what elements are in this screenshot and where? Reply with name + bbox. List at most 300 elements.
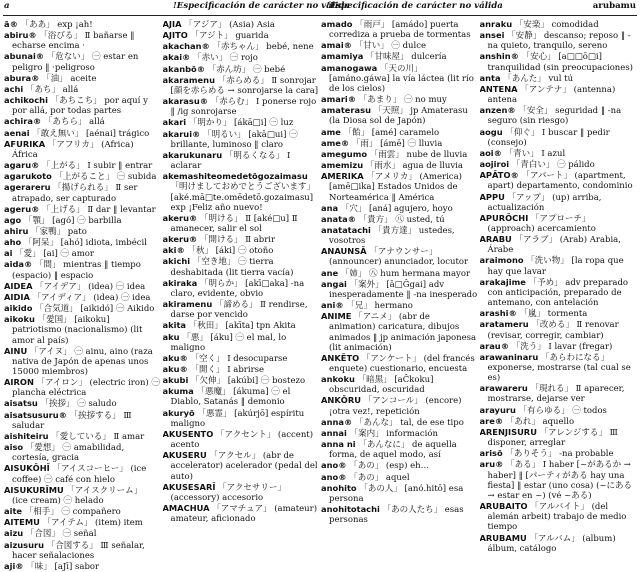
dictionary-entry — [321, 138, 478, 149]
entry-definition: 「あんなに」 de aquella forma, de aquel modo, así — [329, 440, 457, 461]
entry-definition: 「雨戸」 [amádo] puerta corrediza a prueba de tormentas — [329, 20, 471, 41]
dictionary-entry — [4, 561, 161, 572]
entry-headword: amemizu — [321, 160, 364, 171]
dictionary-entry — [480, 416, 637, 427]
entry-definition: 「愛している」 Ⅱ amar — [51, 431, 145, 442]
entry-headword: AKUSESARĪ — [162, 481, 216, 492]
entry-headword: aikido — [4, 303, 33, 314]
entry-definition: 「あちら」 allá — [43, 117, 105, 128]
header-left-guideword: a — [4, 1, 10, 11]
dictionary-entry — [4, 540, 161, 561]
entry-headword: ano® — [321, 460, 347, 471]
entry-headword: ago — [4, 214, 22, 225]
entry-definition: 「あの」 (esp) eh… — [349, 461, 430, 472]
entry-headword: aiso — [4, 442, 24, 453]
entry-definition: 「あの人」 [anó.hitō] esa persona — [329, 483, 464, 504]
entry-headword: achi — [4, 83, 24, 94]
entry-headword: AMACHUA — [162, 503, 210, 514]
entry-definition: 「悪魔」 [ákuma] ㊀ el Diablo, Satanás ‖ demonio — [170, 387, 291, 408]
entry-headword: akiramenu — [162, 299, 213, 310]
entry-headword: amaterasu — [321, 105, 371, 116]
entry-headword: aho — [4, 237, 22, 248]
column-1 — [4, 19, 163, 572]
column-3 — [321, 19, 480, 572]
entry-headword: APURŌCHI — [479, 212, 529, 223]
dictionary-entry — [480, 159, 637, 170]
entry-definition: 「現れる」 Ⅱ aparecer, mostrarse, dejarse ver — [487, 384, 625, 405]
entry-headword: aki® — [162, 245, 185, 256]
entry-headword: amai® — [321, 40, 352, 51]
entry-definition: 「案内」 información — [349, 428, 438, 439]
entry-headword: ai — [4, 248, 13, 259]
entry-headword: amegumo — [321, 148, 368, 159]
entry-headword: aikoku — [4, 314, 35, 325]
dictionary-entry — [4, 171, 161, 182]
entry-definition: 「明かり」 [ákā□i] ㊀ luz — [188, 118, 294, 129]
dictionary-entry — [4, 410, 161, 431]
entry-headword: aisatsusuru® — [4, 409, 67, 420]
entry-headword: AIRON — [4, 377, 34, 388]
entry-headword: AIDIA — [4, 291, 30, 302]
entry-definition: 「合図」 ㊀ señal — [25, 529, 97, 540]
dictionary-entry — [480, 51, 637, 72]
dictionary-entry — [321, 353, 478, 374]
entry-definition: 「アイテム」 (item) item — [42, 518, 143, 529]
entry-headword: aojiroi — [479, 159, 510, 170]
entry-definition: 「合気道」 [aikidó] ㊀ Aikido — [35, 304, 155, 315]
entry-definition: 「赤ん坊」 ㊀ bebé — [207, 64, 286, 75]
entry-headword: arau® — [479, 340, 509, 351]
entry-headword: akaramenu — [162, 74, 215, 85]
entry-definition: 「貴方」 ㊇ usted, tú — [358, 214, 445, 225]
dictionary-entry — [4, 19, 161, 30]
header-right-guideword: arubamu — [592, 1, 636, 11]
dictionary-entry — [163, 30, 320, 41]
entry-headword: achira® — [4, 116, 42, 127]
entry-headword: anatatachi — [321, 224, 371, 235]
entry-headword: AFURIKA — [4, 138, 46, 149]
entry-definition: 「予め」 adv preparado con anticipación, preparado de antemano, con antelación — [487, 277, 629, 309]
entry-definition: 「アイスコーヒー」 (ice coffee) ㊀ café con hielo — [12, 464, 147, 485]
entry-headword: arashi® — [479, 308, 517, 319]
dictionary-entry — [163, 19, 320, 30]
dictionary-entry — [480, 84, 637, 105]
entry-definition: 「油」 aceite — [42, 73, 97, 84]
entry-headword: AISUKŌHĪ — [4, 463, 50, 474]
entry-definition: 「顎」 [agó] ㊀ barbilla — [23, 215, 122, 226]
entry-headword: akichi — [162, 256, 191, 267]
entry-definition: 「諦める」 Ⅱ rendirse, darse por vencido — [170, 300, 308, 321]
entry-headword: abura® — [4, 72, 40, 83]
entry-definition: 「アメリカ」 (America) [amē□ika] Estados Unidos de Norteamérica ‖ América — [329, 172, 462, 203]
entry-definition: 「仰ぐ」 Ⅰ buscar ‖ pedir (consejo) — [487, 127, 610, 148]
entry-headword: aratameru — [479, 319, 529, 330]
entry-definition: 「アイデア」 (idea) ㊀ idea — [35, 281, 146, 292]
entry-definition: 「あまり」 ㊀ no muy — [358, 95, 447, 106]
dictionary-entry — [4, 84, 161, 95]
dictionary-entry — [321, 127, 478, 138]
entry-definition: 「明るくなる」 Ⅰ aclarar — [170, 150, 291, 172]
entry-definition: 「アクセル」 (abr de accelerator) acelerador (pedal del auto) — [170, 451, 318, 482]
entry-headword: anohitotachi — [321, 504, 380, 515]
entry-headword: arayuru — [479, 404, 516, 415]
entry-headword: AINU — [4, 345, 28, 356]
dictionary-entry — [4, 485, 161, 506]
dictionary-entry — [163, 245, 320, 256]
entry-definition: 「あらわになる」 exponerse, mostrarse (tal cual se es) — [487, 352, 631, 384]
dictionary-entry — [480, 277, 637, 308]
dictionary-entry — [321, 40, 478, 51]
entry-headword: aida® — [4, 259, 33, 270]
entry-headword: abunai® — [4, 51, 45, 62]
dictionary-entry — [4, 139, 161, 160]
dictionary-entry — [321, 149, 478, 160]
entry-headword: akachan® — [162, 41, 210, 52]
entry-headword: AMERIKA — [321, 171, 364, 182]
dictionary-entry — [4, 248, 161, 259]
dictionary-entry — [480, 308, 637, 319]
dictionary-entry — [4, 346, 161, 377]
dictionary-entry — [480, 73, 637, 84]
entry-definition: 「穴」 [aná] agujero, hoyo — [340, 203, 453, 214]
dictionary-entry — [321, 279, 478, 300]
dictionary-entry — [321, 246, 478, 267]
dictionary-entry — [321, 105, 478, 126]
entry-definition: 「雨水」 agua de lluvia — [365, 161, 463, 172]
entry-definition: 「アジア」 (Asia) Asia — [184, 20, 276, 30]
entry-definition: 「赤ちゃん」 bebé, nene — [212, 42, 314, 53]
entry-headword: ame — [321, 126, 341, 137]
entry-headword: ANTENA — [479, 83, 518, 94]
dictionary-entry — [480, 341, 637, 352]
entry-definition: 「安楽」 comodidad — [514, 20, 599, 30]
dictionary-entry — [4, 398, 161, 409]
entry-definition: 「改める」 Ⅱ renovar (revisar, corregir, cambiar) — [487, 320, 619, 341]
entry-definition: 「アイロン」 (electric iron) ㊀ plancha eléctrica — [12, 378, 160, 399]
dictionary-entry — [480, 427, 637, 448]
entry-headword: amado — [321, 19, 353, 29]
entry-headword: agerareru — [4, 182, 51, 193]
entry-definition: 「アンコール」 (encore) ¡otra vez!, repetición — [329, 396, 462, 417]
dictionary-entry — [480, 533, 637, 554]
entry-definition: 「アプローチ」 (approach) acercamiento — [487, 213, 596, 234]
entry-definition: 「安静」 descanso; reposo ‖ -na quieto, tranquilo, sereno — [487, 31, 631, 52]
dictionary-entry — [4, 517, 161, 528]
dictionary-entry — [163, 171, 320, 213]
entry-definition: 「赤らむ」 Ⅰ ponerse rojo ‖ /ig sonrojarse — [170, 97, 317, 118]
dictionary-entry — [4, 314, 161, 345]
entry-headword: anna ni — [321, 439, 356, 450]
dictionary-entry — [163, 450, 320, 481]
dictionary-entry — [480, 459, 637, 501]
dictionary-entry — [163, 429, 320, 450]
entry-definition: 「青い」 Ⅰ azul — [504, 148, 566, 159]
entry-definition: 「姉」 ㊇ hum hermana mayor — [340, 268, 471, 279]
dictionary-entry — [480, 255, 637, 276]
entry-headword: akeru® — [162, 234, 198, 245]
entry-definition: 「上がること」 ㊀ subida — [54, 172, 157, 183]
entry-definition: 「アマチュア」 (amateur) amateur, aficionado — [170, 504, 318, 525]
dictionary-entry — [4, 51, 161, 72]
entry-headword: amari® — [321, 94, 357, 105]
dictionary-entry — [163, 52, 320, 63]
dictionary-entry — [321, 214, 478, 225]
entry-headword: anraku — [479, 19, 513, 29]
dictionary-entry — [4, 259, 161, 280]
entry-headword: aenai — [4, 127, 30, 138]
entry-headword: ansei — [479, 30, 505, 41]
entry-definition: 「あちこち」 por aquí y por allá, por todas partes — [12, 96, 148, 117]
dictionary-entry — [321, 395, 478, 416]
dictionary-entry — [480, 383, 637, 404]
entry-definition: 「洗い物」 [la ropa que hay que lavar — [487, 256, 624, 277]
entry-headword: ANKĒTO — [321, 352, 360, 363]
dictionary-entry — [480, 148, 637, 159]
entry-headword: akarasu® — [162, 96, 209, 107]
entry-definition: 「阿呆」 [ahó] idiota, imbécil — [23, 238, 147, 249]
entry-headword: akanbō® — [162, 63, 206, 74]
entry-headword: aji® — [4, 560, 24, 571]
dictionary-entry — [163, 386, 320, 407]
entry-headword: arakajime — [479, 276, 526, 287]
dictionary-entry — [163, 150, 320, 171]
dictionary-entry — [163, 364, 320, 375]
entry-headword: ane — [321, 267, 339, 278]
dictionary-entry — [163, 503, 320, 524]
entry-definition: 「アレンジする」 Ⅲ disponer, arreglar — [487, 427, 618, 449]
dictionary-entry — [321, 428, 478, 439]
dictionary-entry — [480, 127, 637, 148]
header-center-left: !Especificación de carácter no válida — [173, 1, 350, 11]
entry-headword: agarukoto — [4, 171, 52, 182]
dictionary-entry — [480, 319, 637, 340]
entry-headword: arawareru — [479, 383, 528, 394]
entry-definition: 「暗黒」 [aĈkoku] obscuridad, oscuridad — [329, 375, 434, 396]
entry-definition: 「空く」 Ⅰ desocuparse — [190, 353, 288, 364]
entry-definition: 「間」 mientras ‖ tiempo (espacio) ‖ espacio — [12, 260, 141, 281]
dictionary-entry — [163, 332, 320, 353]
entry-definition: 「アクセサリー」 (accessory) accesorio — [170, 482, 286, 503]
entry-definition: 「開く」 Ⅰ abrirse — [190, 365, 265, 375]
dictionary-entry — [321, 504, 478, 525]
dictionary-entry — [163, 278, 320, 299]
dictionary-entry — [480, 352, 637, 383]
entry-definition: 「アラブ」 (Arab) Arabia, Árabe — [487, 235, 621, 256]
dictionary-entry — [480, 213, 637, 234]
dictionary-entry — [480, 448, 637, 459]
entry-definition: 「あれ」 aquello — [505, 416, 575, 427]
entry-definition: 「アフリカ」 (Africa) África — [12, 139, 134, 160]
entry-definition: 「アジト」 guarida — [190, 31, 269, 42]
entry-headword: aisatsu — [4, 398, 38, 409]
dictionary-entry — [163, 353, 320, 364]
entry-definition: 「有らゆる」 ㊀ todos — [518, 405, 607, 416]
entry-definition: 「兄」 hermano — [346, 301, 413, 312]
dictionary-entry — [163, 482, 320, 503]
entry-headword: aru® — [479, 459, 504, 470]
entry-headword: abiru® — [4, 30, 37, 41]
dictionary-entry — [163, 320, 320, 331]
entry-headword: anata® — [321, 213, 356, 224]
entry-headword: AISUKURĪMU — [4, 484, 64, 495]
dictionary-entry — [480, 192, 637, 213]
dictionary-entry — [480, 105, 637, 126]
entry-headword: aoi® — [479, 147, 502, 158]
entry-definition: 「上がる」 Ⅰ subir ‖ entrar — [42, 161, 153, 172]
entry-definition: 「案外」 [ā□Ĝgai] adv inesperadamente ‖ -na inesperado — [329, 279, 478, 300]
entry-definition: 「アパート」 (apartment, apart) departamento, condominio — [487, 171, 633, 192]
entry-definition: 「敢え無い」 [aénai] trágico — [32, 128, 150, 139]
entry-definition: 「アクセント」 (accent) acento — [170, 429, 314, 451]
dictionary-entry — [321, 417, 478, 428]
columns — [4, 19, 638, 572]
entry-definition: 「あの」 aquel — [349, 472, 410, 483]
dictionary-entry — [4, 95, 161, 116]
dictionary-entry — [163, 117, 320, 128]
dictionary-entry — [4, 116, 161, 127]
entry-headword: AJIA — [162, 19, 182, 29]
entry-headword: akiraka — [162, 277, 198, 288]
dictionary-entry — [163, 75, 320, 96]
dictionary-entry — [4, 204, 161, 215]
entry-definition: 「合図する」 Ⅲ señalar, hacer señalaciones — [12, 540, 145, 561]
entry-headword: aite — [4, 506, 23, 517]
entry-definition: 「赤らめる」 Ⅱ sonrojar [顔を赤らめる → sonrojarse la cara] — [170, 75, 319, 96]
entry-headword: ARUBAITO — [479, 501, 528, 512]
entry-headword: akeru® — [162, 212, 198, 223]
entry-headword: anshin® — [479, 51, 519, 62]
dictionary-entry — [4, 215, 161, 226]
entry-definition: 「愛」 [ai] ㊀ amor — [15, 249, 94, 260]
entry-definition: 「悪霊」 [akúrjō] espíritu maligno — [170, 408, 305, 429]
dictionary-entry — [163, 375, 320, 386]
dictionary-entry — [4, 30, 161, 51]
entry-definition: 「愛国」 [aikoku] patriotismo (nacionalismo) (lit amor al país) — [12, 315, 143, 346]
entry-definition: 「明けましておめでとうございます」 [aké.mā□te.omēdetō.gozaimasu] exp ¡Feliz año nuevo! — [170, 182, 316, 213]
entry-headword: AJITO — [162, 30, 188, 41]
dictionary-entry — [4, 303, 161, 314]
entry-headword: ano® — [321, 471, 347, 482]
entry-definition: 「アップ」 (up) arriba, actualización — [487, 192, 602, 213]
entry-headword: are® — [479, 415, 504, 426]
dictionary-entry — [163, 234, 320, 245]
entry-headword: ankoku — [321, 374, 355, 385]
entry-headword: akuma — [162, 386, 194, 397]
entry-definition: 「危ない」 ㊀ estar en peligro ‖ ·peligroso — [12, 52, 139, 73]
entry-headword: aku® — [162, 364, 188, 374]
entry-headword: akarui® — [162, 128, 201, 139]
column-4 — [480, 19, 639, 572]
dictionary-entry — [163, 64, 320, 75]
dictionary-entry — [4, 281, 161, 292]
entry-definition: 「ああ」 exp ¡ah! — [20, 20, 93, 30]
entry-headword: anna® — [321, 416, 353, 427]
entry-headword: ARENJISURU — [479, 426, 537, 437]
entry-definition: 「ある」 Ⅰ haber [~があるか → haber] ‖ [パーティがある hay una fiesta] ‖ estar (uno cosa) (~にある → estar en ~) (vé ~ある) — [487, 460, 633, 501]
entry-headword: ā® — [4, 19, 18, 29]
entry-definition: 「飴」 [amé] caramelo — [343, 127, 440, 138]
entry-headword: aishiteiru — [4, 430, 49, 441]
entry-headword: angai — [321, 278, 347, 289]
entry-headword: akari — [162, 117, 187, 128]
entry-definition: 「空き地」 ㊀ tierra deshabitada (lit tierra vacía) — [170, 257, 294, 278]
entry-definition: 「あち」 allá — [25, 84, 79, 95]
entry-definition: 「青白い」 ㊀ pálido — [511, 160, 595, 171]
entry-definition: 「味」 [aJī] sabor — [26, 561, 100, 572]
dictionary-entry — [480, 234, 637, 255]
entry-definition: 「揚げられる」 Ⅱ ser atrapado, ser capturado — [12, 183, 138, 204]
dictionary-entry — [4, 160, 161, 171]
entry-definition: 「あんな」 tal, de ese tipo — [355, 417, 464, 428]
dictionary-entry — [4, 442, 161, 463]
dictionary-entry — [163, 408, 320, 429]
dictionary-entry — [321, 439, 478, 460]
entry-definition: 「アルバム」 (album) álbum, catálogo — [487, 533, 616, 554]
dictionary-entry — [4, 73, 161, 84]
dictionary-entry — [163, 299, 320, 320]
entry-headword: aizu — [4, 528, 24, 539]
entry-definition: 「秋」 [áki] ㊀ otoño — [187, 246, 274, 257]
entry-headword: anzen® — [479, 105, 516, 116]
entry-definition: 「悪」 [áku] ㊀ el mal, lo maligno — [170, 332, 287, 353]
entry-headword: AKUSERU — [162, 450, 207, 461]
entry-headword: ARUBAMU — [479, 532, 527, 543]
dictionary-entry — [4, 237, 161, 248]
entry-headword: arisō — [479, 448, 503, 459]
entry-definition: 「雨」 [ámē] ㊀ lluvia — [351, 138, 443, 149]
dictionary-entry — [321, 268, 478, 279]
entry-definition: 「明るい」 [akā□ui] ㊀ brillante, luminoso ‖ claro — [170, 129, 298, 150]
dictionary-entry — [4, 182, 161, 203]
entry-definition: 「あの人たち」 esas personas — [329, 505, 464, 526]
entry-headword: ani® — [321, 300, 344, 311]
dictionary-entry — [321, 94, 478, 105]
entry-headword: aizusuru — [4, 539, 45, 550]
entry-definition: 「甘味屋」 dulcería — [366, 52, 447, 63]
entry-headword: akita — [162, 320, 187, 331]
entry-headword: anta — [479, 72, 501, 83]
entry-definition: 「天照」 jp Amaterasu (la Diosa sol de Japón) — [329, 106, 468, 127]
entry-definition: 「アイヌ」 ㊀ ainu, aino (raza nativa de Japón de apenas unos 15000 miembros) — [12, 346, 153, 377]
dictionary-entry — [321, 171, 478, 202]
entry-headword: ANAUNSĀ — [321, 246, 367, 257]
entry-headword: APĀTO® — [479, 170, 519, 181]
entry-definition: 「洗う」 Ⅰ lavar (fregar) — [511, 341, 613, 352]
dictionary-entry — [321, 225, 478, 246]
entry-headword: ana — [321, 202, 339, 213]
entry-headword: amanogawa — [321, 62, 378, 73]
dictionary-entry — [321, 483, 478, 504]
entry-headword: akemashiteomedetōgozaimasu — [162, 171, 308, 182]
entry-headword: aku — [162, 331, 180, 342]
entry-headword: araimono — [479, 255, 524, 266]
entry-definition: 「天の川」 [amáno.gáwa] la vía láctea (lit río de los cielos) — [329, 63, 474, 94]
dictionary-entry — [4, 463, 161, 484]
entry-headword: AIDEA — [4, 280, 33, 291]
entry-definition: 「開ける」 Ⅱ abrir — [200, 235, 276, 246]
entry-headword: annai — [321, 427, 347, 438]
entry-definition: 「挨拶」 ㊀ saludo — [40, 399, 117, 410]
entry-headword: ahiru — [4, 225, 29, 236]
entry-headword: akuryō — [162, 407, 195, 418]
dictionary-entry — [480, 19, 637, 30]
entry-definition: 「アンケート」 (del francés enquete) cuestionario, encuesta — [329, 353, 475, 374]
dictionary-entry — [321, 460, 478, 471]
entry-headword: akai® — [162, 52, 191, 63]
dictionary-entry — [321, 19, 478, 40]
entry-definition: 「雨雲」 nube de lluvia — [369, 149, 468, 160]
dictionary-entry — [163, 213, 320, 234]
